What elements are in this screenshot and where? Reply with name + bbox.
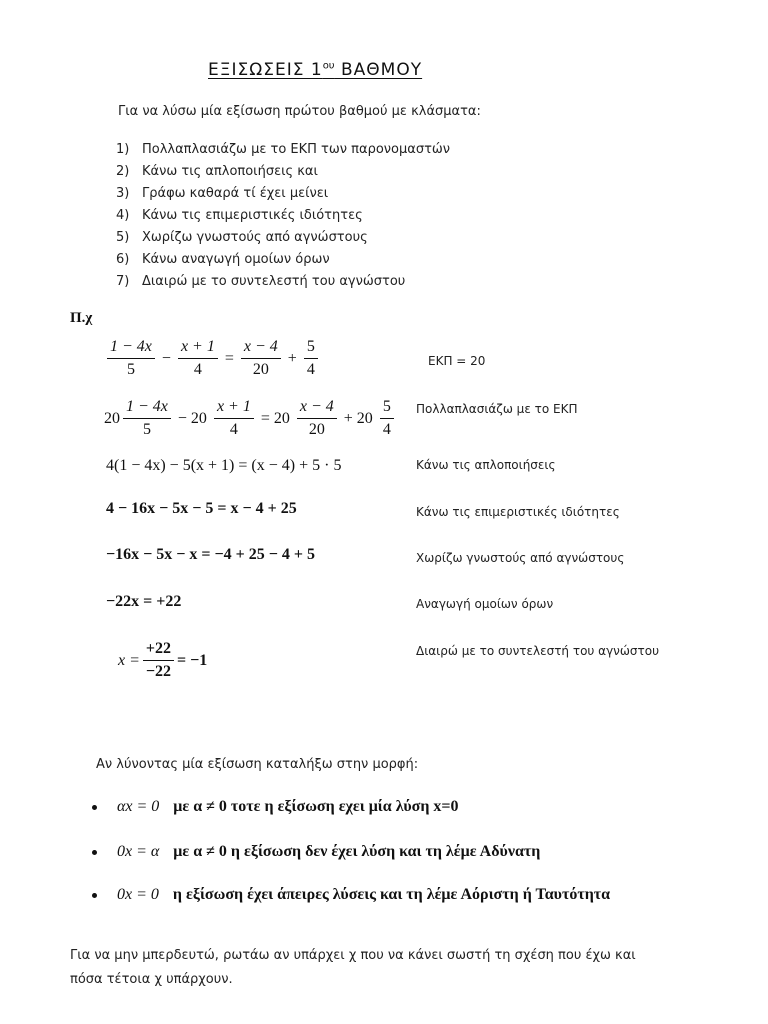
equation-line-7: x = $\frac{+22}{-22}$ = −1	[118, 640, 208, 680]
example-label: Π.χ	[70, 310, 93, 326]
case-item: 0x = α με α ≠ 0 η εξίσωση δεν έχει λύση και τη λέμε Αδύνατη	[92, 843, 540, 861]
equation-line-5: −16x − 5x − x = −4 + 25 − 4 + 5	[106, 546, 315, 563]
footer-line-2: πόσα τέτοια χ υπάρχουν.	[70, 972, 233, 987]
case-item: 0x = 0 η εξίσωση έχει άπειρες λύσεις και τη λέμε Αόριστη ή Ταυτότητα	[92, 886, 610, 904]
note-combine: Αναγωγή ομοίων όρων	[416, 597, 554, 611]
equation-line-4: 4 − 16x − 5x − 5 = x − 4 + 25	[106, 500, 297, 517]
note-distribute: Κάνω τις επιμεριστικές ιδιότητες	[416, 505, 620, 519]
fraction: $\frac{x - 4}{20}$	[241, 338, 281, 379]
note-multiply: Πολλαπλασιάζω με το ΕΚΠ	[416, 402, 578, 416]
note-divide: Διαιρώ με το συντελεστή του αγνώστου	[416, 644, 660, 658]
equation-line-1: $\frac{1 - 4x}{5}$ − $\frac{x + 1}{4}$ = $\frac{x - 4}{20}$ + $\frac{5}{4}$	[104, 338, 321, 379]
list-item: 4) Κάνω τις επιμεριστικές ιδιότητες	[116, 208, 363, 223]
equation-line-6: −22x = +22	[106, 593, 182, 610]
fraction: $\frac{1 - 4x}{5}$	[107, 338, 155, 379]
note-separate: Χωρίζω γνωστούς από αγνώστους	[416, 551, 625, 565]
title-superscript: ου	[322, 60, 335, 72]
title-text: ΕΞΙΣΩΣΕΙΣ 1	[208, 60, 323, 80]
fraction: $\frac{x + 1}{4}$	[178, 338, 218, 379]
page-title	[208, 60, 422, 80]
list-item: 6) Κάνω αναγωγή ομοίων όρων	[116, 252, 330, 267]
steps-list	[116, 142, 450, 296]
intro-text: Για να λύσω μία εξίσωση πρώτου βαθμού με κλάσματα:	[118, 104, 481, 119]
equation-line-3: 4(1 − 4x) − 5(x + 1) = (x − 4) + 5 · 5	[106, 457, 342, 474]
list-item: 5) Χωρίζω γνωστούς από αγνώστους	[116, 230, 368, 245]
fraction: $\frac{x - 4}{20}$	[297, 398, 337, 439]
list-item: 2) Κάνω τις απλοποιήσεις και	[116, 164, 318, 179]
equation-line-2: 20 $\frac{1 - 4x}{5}$ − 20 $\frac{x + 1}{4}$ = 20 $\frac{x - 4}{20}$ + 20 $\frac{5}{4}$	[104, 398, 397, 439]
fraction: $\frac{x + 1}{4}$	[214, 398, 254, 439]
title-tail: ΒΑΘΜΟΥ	[334, 60, 423, 80]
footer-line-1: Για να μην μπερδευτώ, ρωτάω αν υπάρχει χ που να κάνει σωστή τη σχέση που έχω και	[70, 948, 636, 963]
list-item: 7) Διαιρώ με το συντελεστή του αγνώστου	[116, 274, 406, 289]
fraction: $\frac{+22}{-22}$	[143, 640, 174, 681]
note-lcm: ΕΚΠ = 20	[428, 354, 486, 368]
fraction: $\frac{5}{4}$	[304, 338, 318, 379]
fraction: $\frac{5}{4}$	[380, 398, 394, 439]
case-item: αx = 0 με α ≠ 0 τοτε η εξίσωση εχει μία λύση x=0	[92, 798, 459, 816]
cases-intro: Αν λύνοντας μία εξίσωση καταλήξω στην μορφή:	[96, 757, 419, 772]
bullet-icon	[92, 893, 97, 898]
list-item: 1) Πολλαπλασιάζω με το ΕΚΠ των παρονομαστών	[116, 142, 451, 157]
bullet-icon	[92, 805, 97, 810]
fraction: $\frac{1 - 4x}{5}$	[123, 398, 171, 439]
list-item: 3) Γράφω καθαρά τί έχει μείνει	[116, 186, 329, 201]
note-simplify: Κάνω τις απλοποιήσεις	[416, 458, 556, 472]
bullet-icon	[92, 850, 97, 855]
